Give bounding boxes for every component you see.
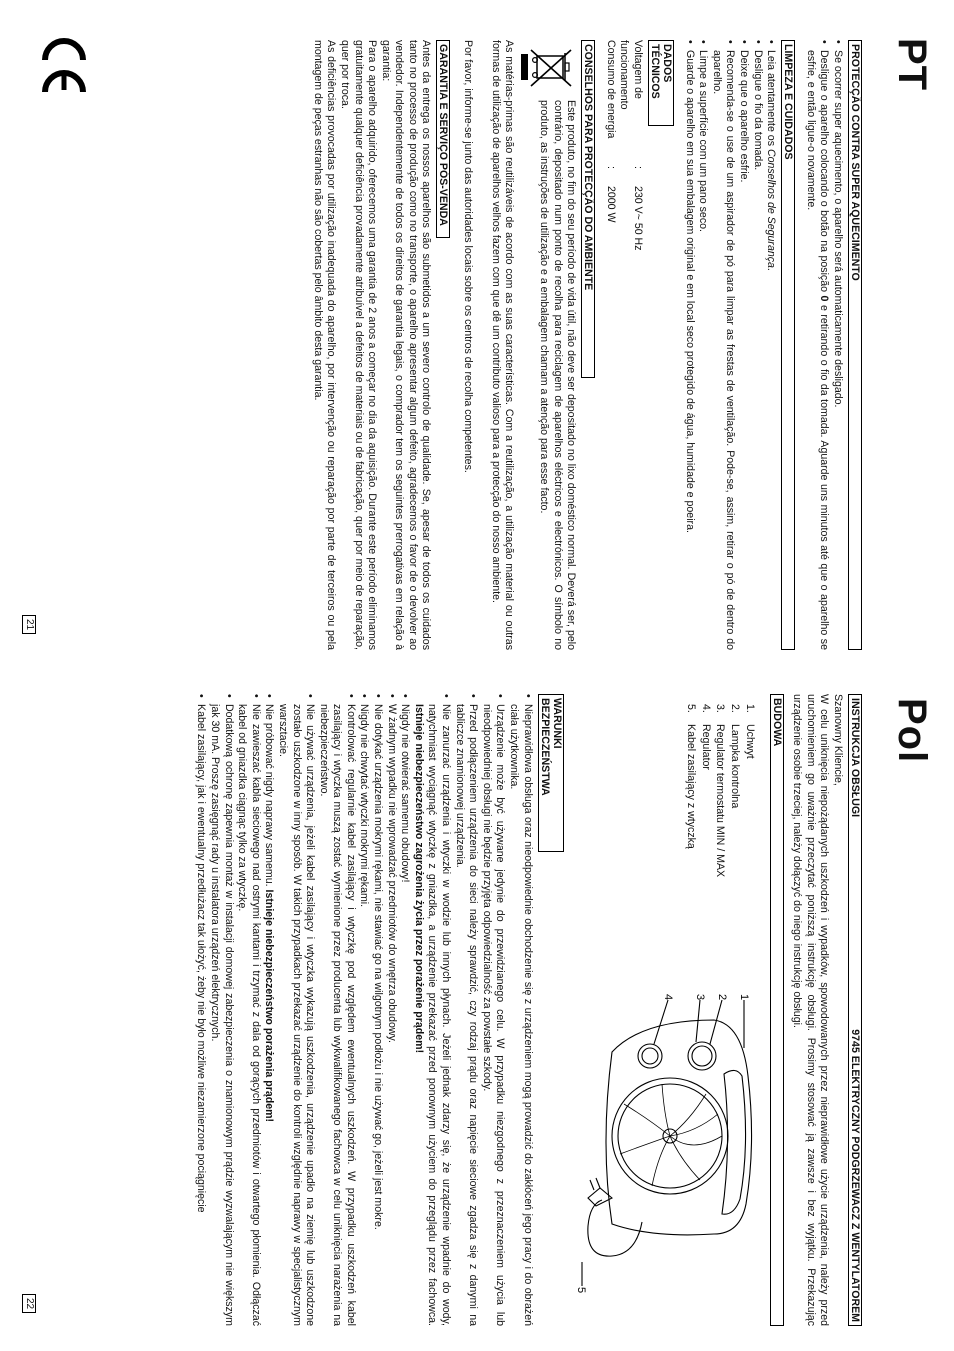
cleaning-heading: LIMPEZA E CUIDADOS	[781, 40, 795, 650]
tech-row	[617, 40, 644, 650]
list-item: • Nie zawieszać kabla sieciowego nad ostrymi kantami i trzymać z dala od gorących przedmiotów i otwartego płomienia. Odłączać kabel od gniazdka ciągnąc tylko za wtyczkę.	[235, 694, 262, 1326]
environment-heading: CONSELHOS PARA PROTECÇÃO DO AMBIENTE	[581, 40, 595, 378]
warranty-paragraph: As deficiências provocadas por utilização inadequada do aparelho, por intervenção ou reparação por parte de terceiros ou pela montagem de peças estranhas não são cobertas pelo âmbito desta garantia.	[311, 40, 338, 650]
part-item	[727, 704, 741, 877]
instructions-text: W celu uniknięcia niepożądanych uszkodzeń i wypadków, spowodowanych przez nieprawidłowe użycie urządzenia, należy przed uruchomieniem go uważnie przeczytać poniższą instrukcję obsługi. Prosimy stosować ją zawsze i bez wyjątku. Przekazując urządzenie osobie trzeciej, należy dołączyć do niego instrukcję obsługi.	[791, 694, 831, 1326]
safety-list	[194, 694, 534, 1326]
environment-text-2: As matérias-primas são reutilizáveis de acordo com as suas características. Com a reutilização, a utilização material ou outras formas de utilização de aparelhos velhos fazem com que dê um contributo valioso para a protecção do nosso ambiente.	[489, 40, 516, 650]
pt-content	[310, 40, 866, 650]
tech-value: 2000 W	[604, 186, 617, 223]
part-number: 1.	[743, 704, 756, 713]
part-label: Kabel zasilający z wtyczką	[685, 724, 698, 849]
callout-label: 3	[693, 994, 706, 1001]
list-item: • Guarde o aparelho em sua embalagem original e em local seco protegido de água, humidade e poeira.	[682, 40, 696, 650]
callout-label: 2	[715, 994, 728, 1001]
list-item: • Limpe a superfície com um pano seco.	[696, 40, 710, 650]
part-label: Regulator termostatu MIN / MAX	[714, 724, 727, 878]
environment-block	[519, 40, 577, 650]
text-italic: Conselhos de Segurança	[765, 148, 778, 268]
list-item: • Recomenda-se o use de um aspirador de pó para limpar as frestas de ventilação. Pode-se, assim, retirar o pó de dentro do aparelho.	[709, 40, 736, 650]
text: Nie zanurzać urządzenia i wtyczki w wodzie lub innych płynach. Jeżeli jednak zdarzy się, że urządzenie wpadnie do wody, natychmiast wyciągnąć wtyczkę z gniazdka, a urządzenie przekazać przed ponownym użyciem do przeglądu przez fachowca.	[426, 704, 453, 1326]
tech-label: Consumo de energia	[604, 40, 617, 139]
budowa-heading: BUDOWA	[770, 694, 784, 1326]
part-item	[713, 704, 727, 877]
list-item: • Urządzenie może być używane jedynie do przewidzianego celu. W przypadku niezgodnego z przeznaczeniem użycia lub nieodpowiedniej obsługi nie będzie przyjęta odpowiedzialność za powstałe szkody.	[479, 694, 506, 1326]
parts-list	[683, 704, 756, 877]
list-item	[764, 40, 778, 650]
safety-heading: WARUNKI BEZPIECZEŃSTWA	[538, 694, 564, 852]
part-number: 4.	[699, 704, 712, 713]
tech-label: Voltagem de funcionamento	[618, 40, 645, 110]
tech-sep: :	[632, 166, 645, 169]
list-item	[411, 694, 452, 1326]
page-number: 21	[22, 615, 36, 634]
part-label: Regulator	[699, 724, 712, 770]
callout-label: 1	[737, 994, 750, 1001]
text-bold: Istnieje niebezpieczeństwo porażenia prądem!	[263, 889, 276, 1123]
tech-sep: :	[604, 166, 617, 169]
list-item: • Deixe que o aparelho esfrie.	[736, 40, 750, 650]
pl-content	[194, 694, 866, 1326]
part-item	[742, 704, 756, 877]
tech-value: 230 V~ 50 Hz	[632, 186, 645, 251]
overheat-list	[803, 40, 844, 650]
callout-label: 5	[574, 1287, 587, 1294]
text-bold: Istnieje niebezpieczeństwo zagrożenia życia przez porażenie prądem!	[412, 704, 425, 1054]
list-item: • Kabel zasilający, jak i ewentualny przedłużacz tak ułożyć, żeby nie było możliwe niezamierzone pociągnięcie	[194, 694, 208, 1326]
list-item: • Kontrolować regularnie kabel zasilający i wtyczkę pod względem ewentualnych uszkodzeń. W przypadku uszkodzeń kabel zasilający i wtyczka muszą zostać wymienione przez producenta lub wykwalifikowanego fachowca w celu uniknięcia narażenia na niebezpieczeństwo.	[316, 694, 357, 1326]
list-item	[262, 694, 276, 1326]
overheat-heading: PROTECÇÃO CONTRA SUPER AQUECIMENTO	[848, 40, 862, 650]
greeting: Szanowny Kliencie,	[832, 694, 844, 786]
list-item: • Nigdy nie otwierać samemu obudowy!	[398, 694, 412, 1326]
page-pt	[0, 0, 954, 675]
cleaning-list	[682, 40, 777, 650]
part-item	[698, 704, 712, 877]
warranty-heading: GARANTIA E SERVIÇO PÓS-VENDA	[437, 40, 451, 238]
part-label: Uchwyt	[743, 724, 756, 759]
callout-label: 4	[661, 994, 674, 1001]
part-number: 2.	[729, 704, 742, 713]
list-item: • Se ocorrer super aquecimento, o aparelho será automaticamente desligado.	[830, 40, 844, 650]
environment-text-3: Por favor, informe-se junto das autoridades locais sobre os centros de recolha competentes.	[462, 40, 475, 473]
list-item: • Nieprawidłowa obsługa oraz nieodpowiednie obchodzenie się z urządzeniem mogą prowadzić do zakłóceń jego pracy i do obrażeń ciała użytkownika.	[506, 694, 533, 1326]
language-title: Pol	[890, 698, 934, 764]
list-item: • Nie dotykać urządzenia mokrymi rękami, nie stawiać go na wilgotnym podłożu i nie używać go, jeżeli jest mokre.	[371, 694, 385, 1326]
instructions-heading	[848, 694, 862, 1326]
tech-row	[603, 40, 617, 650]
text: Nie próbować nigdy naprawy samemu.	[263, 704, 276, 887]
warranty-paragraph: Para o aparelho adquirido, oferecemos uma garantia de 2 anos a começar no dia da aquisição. Durante este período eliminamos gratuitamente qualquer deficiência provadamente atribuível a defeitos de materiais ou de fabricação, quer por meio de reparação, quer por troca.	[338, 40, 379, 650]
page-pl	[0, 676, 954, 1351]
part-label: Lampka kontrolna	[729, 724, 742, 809]
list-item: • Przed podłączeniem urządzenia do sieci należy sprawdzić, czy rodzaj prądu oraz napięcie sieciowe zgadza się z danymi na tabliczce znamionowej urządzenia.	[452, 694, 479, 1326]
ce-mark-icon	[39, 30, 89, 100]
crossed-bin-icon	[519, 48, 575, 90]
budowa-section	[568, 694, 766, 1326]
list-item: • Desligue o aparelho colocando o botão na posição 0 e retirando o fio da tomada. Aguarde uns minutos até que o aparelho se esfrie, e então ligue-o novamente.	[803, 40, 830, 650]
text: Leia atentamente os	[765, 50, 778, 149]
list-item: • Desligue o fio da tomada.	[750, 40, 764, 650]
heading-left: INSTRUKCJA OBSŁUGI	[849, 698, 861, 818]
part-item	[684, 704, 698, 877]
heading-right: 9745 ELEKTRYCZNY PODGRZEWACZ Z WENTYLATOREM	[849, 1029, 861, 1322]
language-title: PT	[890, 38, 934, 92]
environment-text: Este produto, no fim do seu período de vida útil, não deve ser depositado no lixo doméstico normal. Deverá ser, pelo contrário, depositado num ponto de recolha para reciclagem de aparelhos eléctricos e electrónicos. O símbolo no produto, as instruções de utilização e a embalagem chamam a atenção para esse facto.	[538, 100, 578, 650]
heater-diagram	[572, 994, 762, 1294]
text: .	[765, 267, 778, 271]
list-item: • W żadnym wypadku nie wprowadzać przedmiotów do wnętrza obudowy.	[384, 694, 398, 1326]
part-number: 5.	[685, 704, 698, 713]
tech-heading: DADOS TÉCNICOS	[648, 40, 674, 126]
list-item: • Nigdy nie chwytać wtyczki mokrymi rękami.	[357, 694, 371, 1326]
part-number: 3.	[714, 704, 727, 713]
warranty-paragraph: Antes da entrega os nossos aparelhos são submetidos a um severo controlo de qualidade. Se, apesar de todos os cuidados tanto no processo de produção como no transporte, o aparelho apresentar algum defeito, agradecemos o favor de o devolver ao vendedor. Independentemente de todos os direitos de garantia legais, o comprador tem os seguintes prerrogativas em relação à garantia:	[379, 40, 433, 650]
page-number: 22	[22, 1294, 36, 1313]
list-item: • Dodatkową ochronę zapewnia montaż w instalacji domowej zabezpieczenia o znamionowym prądzie wyzwalającym nie większym jak 30 mA. Proszę zasięgnąć rady u instalatora urządzeń elektrycznych.	[207, 694, 234, 1326]
list-item: • Nie używać urządzenia, jeżeli kabel zasilający i wtyczka wykazują uszkodzenia, urządzenie upadło na ziemię lub uszkodzone zostało uszkodzone w inny sposób. W takich przypadkach przekazać urządzenie do kontroli względnie naprawy w specjalistycznym warsztacie.	[275, 694, 316, 1326]
